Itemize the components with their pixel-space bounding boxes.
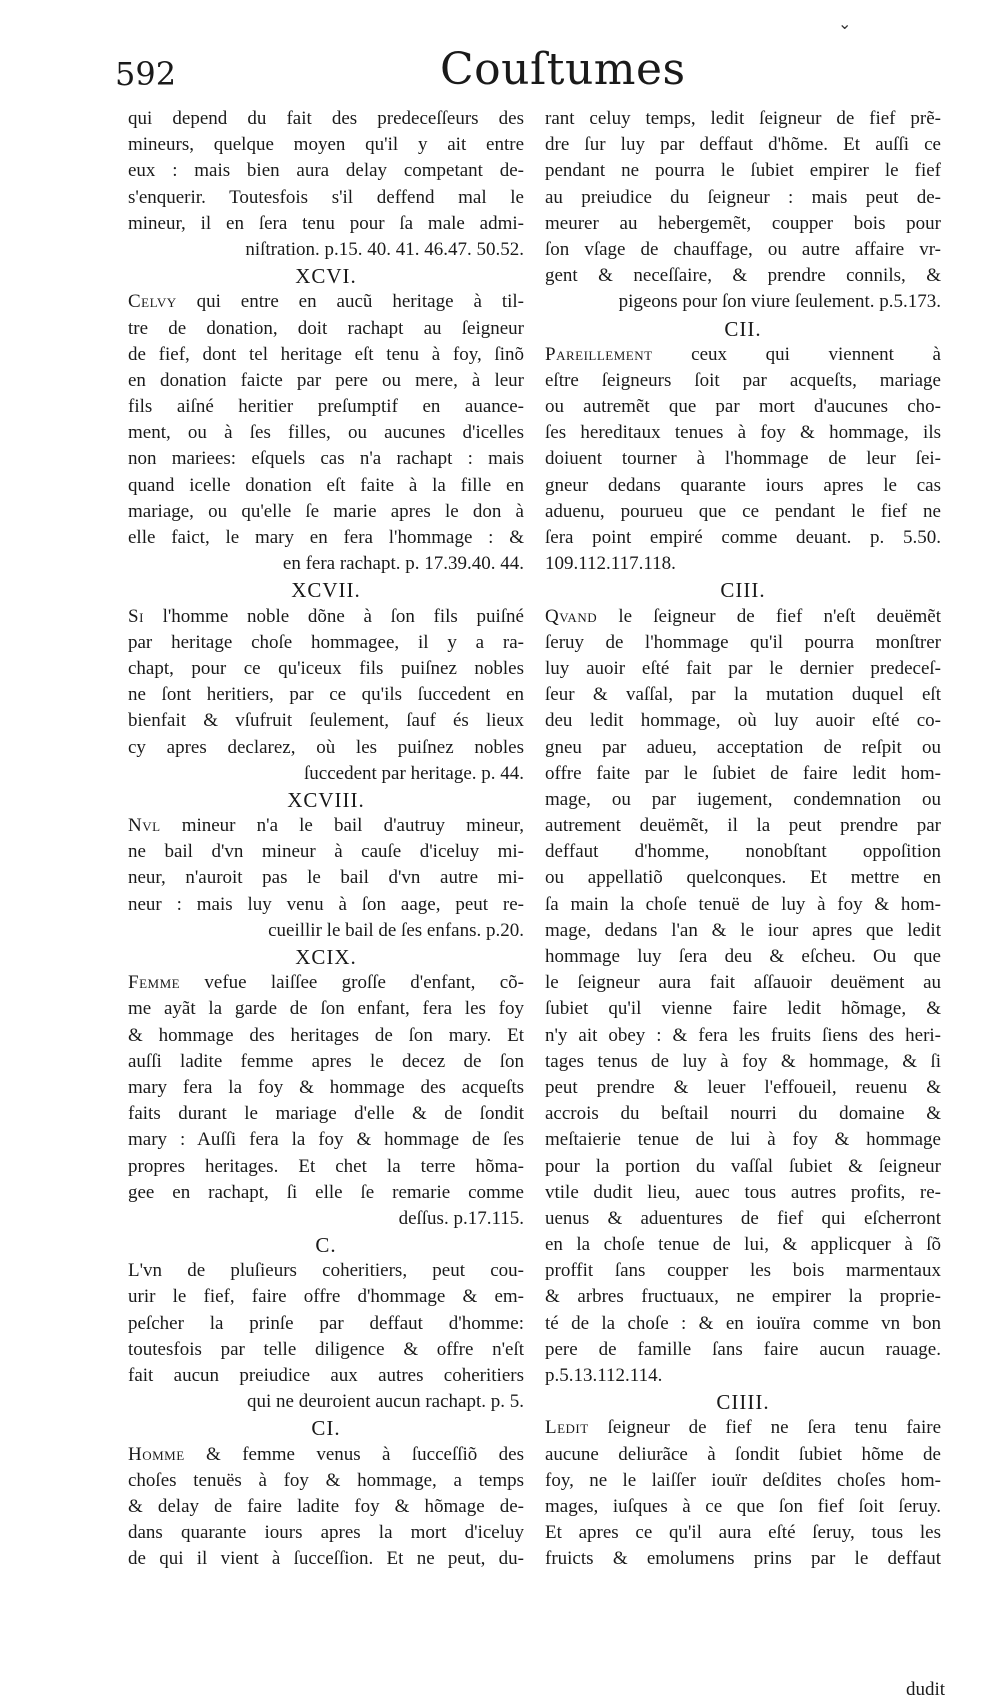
text-line: [545, 604, 941, 630]
article-text: qui entre en aucũ heritage à til-: [176, 291, 524, 313]
article-heading: XCIX.: [295, 945, 357, 969]
text-line: mary : Auſſi fera la foy & hommage de ſes: [128, 1129, 524, 1151]
text-line: eſtre ſeigneurs ſoit par acqueſts, mariage: [545, 369, 941, 391]
text-line: [545, 342, 941, 368]
article-lead-word: Femme: [128, 972, 181, 994]
text-line: non mariees: eſquels cas n'a rachapt : mais: [128, 448, 524, 470]
article-lead-word: Qvand: [545, 605, 598, 627]
text-line: peut prendre & leuer l'effoueil, reuenu &: [545, 1076, 941, 1098]
text-line: L'vn de pluſieurs coheritiers, peut cou-: [128, 1260, 524, 1282]
text-line: accrois du beſtail nourri du domaine &: [545, 1103, 941, 1125]
text-line: [128, 604, 524, 630]
text-line: gent & neceſſaire, & prendre connils, &: [545, 265, 941, 287]
text-line: autrement deuëmẽt, il la peut prendre par: [545, 815, 941, 837]
text-line: ne ſont heritiers, par ce qu'ils ſuccedent en: [128, 684, 524, 706]
text-line: ſera point empiré comme deuant. p. 5.50.: [545, 527, 941, 548]
article-text: ceux qui viennent à: [652, 343, 941, 365]
text-line: urir le fief, faire offre d'hommage & em-: [128, 1286, 524, 1308]
margin-mark: ⌄: [838, 14, 852, 33]
text-line: fruicts & emolumens prins par le deffaut: [545, 1548, 941, 1570]
text-line: té de la choſe : & en iouïra comme vn bon: [545, 1312, 941, 1334]
text-line: tages tenus de luy à foy & hommage, & ſi: [545, 1050, 941, 1072]
text-line: ment, ou à ſes filles, ou aucunes d'icelles: [128, 422, 524, 444]
text-line: hommage luy ſera deu & eſcheu. Ou que: [545, 946, 941, 967]
text-line: propres heritages. Et chet la terre hõma-: [128, 1155, 524, 1177]
text-line: ſes hereditaux tenues à foy & hommage, ils: [545, 422, 941, 444]
left-column: [128, 106, 524, 1573]
text-line: ſeur & vaſſal, par la mutation duquel eſt: [545, 684, 941, 706]
text-line: vtile dudit lieu, auec tous autres profits, re-: [545, 1181, 941, 1203]
text-line: ne bail d'vn mineur à cauſe d'iceluy mi-: [128, 841, 524, 863]
text-line: pour la portion du vaſſal ſubiet & ſeigneur: [545, 1155, 941, 1177]
article-text: & femme venus à ſucceſſiõ des: [184, 1443, 524, 1465]
article-text: mineur n'a le bail d'autruy mineur,: [160, 815, 524, 837]
text-line: faits durant le mariage d'elle & de ſondit: [128, 1103, 524, 1125]
text-line: offre faite par le ſubiet de faire ledit hom-: [545, 762, 941, 784]
text-line: fait aucun preiudice aux autres coheritiers: [128, 1365, 524, 1386]
text-line: p.5.13.112.114.: [545, 1365, 663, 1386]
article-heading: CIIII.: [716, 1390, 770, 1415]
text-line: deffaut d'homme, nonobſtant oppoſition: [545, 841, 941, 863]
text-line: mary fera la foy & hommage des acqueſts: [128, 1076, 524, 1098]
text-line: toutesfois par telle diligence & offre n'eſt: [128, 1338, 524, 1360]
text-line: elle faict, le mary en fera l'hommage : &: [128, 527, 524, 548]
text-line: qui depend du fait des predeceſſeurs des: [128, 108, 524, 129]
text-line: neur, n'auroit pas le bail d'vn autre mi-: [128, 867, 524, 889]
text-line: mages, iuſques à ce que ſon fief ſoit ſeruy.: [545, 1495, 941, 1517]
text-line: ou autremẽt que par mort d'aucunes cho-: [545, 396, 941, 418]
text-line: [128, 289, 524, 315]
text-line: quand icelle donation eſt faite à la fille en: [128, 474, 524, 496]
article-heading: XCVII.: [291, 578, 361, 603]
text-line: proffit ſans coupper les bois marmentaux: [545, 1260, 941, 1282]
text-line: & arbres fructuaux, ne empirer la proprie-: [545, 1286, 941, 1308]
article-text: le ſeigneur de fief n'eſt deuëmẽt: [597, 605, 941, 627]
article-text: vefue laiſſee groſſe d'enfant, cõ-: [180, 972, 524, 994]
running-head: Couſtumes: [440, 44, 686, 95]
text-line: ſubiet qu'il vienne faire ledit hõmage, &: [545, 998, 941, 1020]
reference-line: pigeons pour ſon viure ſeulement. p.5.173.: [618, 291, 941, 313]
text-line: gee en rachapt, ſi elle ſe remarie comme: [128, 1181, 524, 1203]
article-heading: XCVI.: [295, 264, 357, 289]
article-lead-word: Homme: [128, 1443, 185, 1465]
text-line: meſtaierie tenue de lui à foy & hommage: [545, 1129, 941, 1151]
article-text: l'homme noble dõne à ſon fils puiſné: [143, 605, 524, 627]
text-line: ſon vſage de chauffage, ou autre affaire vr-: [545, 238, 941, 260]
text-line: s'enquerir. Toutesfois s'il deffend mal le: [128, 186, 524, 208]
reference-line: qui ne deuroient aucun rachapt. p. 5.: [247, 1391, 524, 1413]
text-line: aucune deliurãce à ſondit ſubiet hõme de: [545, 1443, 941, 1465]
article-heading: C.: [315, 1233, 337, 1258]
text-line: pendant ne pourra le ſubiet empirer le fief: [545, 160, 941, 182]
article-lead-word: Pareillement: [545, 343, 653, 365]
text-line: fils aiſné heritier preſumptif en auance-: [128, 396, 524, 418]
text-line: par heritage choſe hommagee, il y a ra-: [128, 631, 524, 653]
text-line: [128, 970, 524, 996]
article-lead-word: Ledit: [545, 1417, 589, 1439]
text-line: 109.112.117.118.: [545, 553, 676, 575]
text-line: meurer au hebergemẽt, coupper bois pour: [545, 212, 941, 234]
text-line: en donation faicte par pere ou mere, à leur: [128, 369, 524, 391]
text-line: & hommage des heritages de ſon mary. Et: [128, 1024, 524, 1046]
text-line: neur : mais luy venu à ſon aage, peut re-: [128, 893, 524, 915]
text-line: ſa main la choſe tenuë de luy à foy & hom-: [545, 893, 941, 915]
text-line: mage, ou par iugement, condemnation ou: [545, 788, 941, 810]
text-line: ſeruy de l'hommage qu'il pourra monſtrer: [545, 631, 941, 653]
reference-line: cueillir le bail de ſes enfans. p.20.: [268, 919, 524, 941]
text-line: doiuent tourner à l'hommage de leur ſei-: [545, 448, 941, 470]
text-line: mineurs, quelque moyen qu'il y ait entre: [128, 134, 524, 156]
text-line: rant celuy temps, ledit ſeigneur de fief prẽ-: [545, 108, 941, 129]
text-line: dre ſur luy par deffaut d'hõme. Et auſſi ce: [545, 134, 941, 156]
text-line: mage, dedans l'an & le iour apres que ledit: [545, 919, 941, 941]
text-line: chapt, pour ce qu'iceux fils puiſnez nobles: [128, 657, 524, 679]
text-line: cy apres declarez, où les puiſnez nobles: [128, 736, 524, 758]
text-line: n'y ait obey : & fera les fruits ſiens des heri-: [545, 1024, 941, 1046]
text-line: auſſi ladite femme apres le decez de ſon: [128, 1050, 524, 1072]
article-lead-word: Celvy: [128, 291, 177, 313]
reference-line: en fera rachapt. p. 17.39.40. 44.: [282, 553, 524, 575]
text-line: mariage, ou qu'elle ſe marie apres le don à: [128, 500, 524, 522]
text-line: bienfait & vſufruit ſeulement, ſauf és lieux: [128, 710, 524, 732]
article-lead-word: Nvl: [128, 815, 161, 837]
text-line: foy, ne le laiſſer iouïr deſdites choſes hom-: [545, 1469, 941, 1491]
reference-line: niſtration. p.15. 40. 41. 46.47. 50.52.: [245, 238, 524, 260]
text-line: me ayãt la garde de ſon enfant, fera les foy: [128, 998, 524, 1020]
text-line: gneu par adueu, acceptation de reſpit ou: [545, 736, 941, 758]
right-column: [545, 106, 941, 1573]
article-heading: CIII.: [720, 578, 766, 603]
reference-line: ſuccedent par heritage. p. 44.: [304, 762, 524, 784]
text-line: pere de famille ſans faire aucun rauage.: [545, 1338, 941, 1360]
text-line: ou appellatiõ quelconques. Et mettre en: [545, 867, 941, 889]
page-number: 592: [115, 55, 177, 93]
reference-line: deſſus. p.17.115.: [398, 1207, 524, 1229]
text-line: gneur dedans quarante iours apres le cas: [545, 474, 941, 496]
article-lead-word: Si: [128, 605, 144, 627]
text-line: eux : mais bien aura delay competant de-: [128, 160, 524, 182]
text-line: de fief, dont tel heritage eſt tenu à foy, ſinõ: [128, 343, 524, 365]
text-line: choſes tenuës à foy & hommage, a temps: [128, 1469, 524, 1491]
text-line: peſcher la prinſe par deffaut d'homme:: [128, 1312, 524, 1334]
text-line: luy auoir eſté fait par le dernier predeceſ-: [545, 657, 941, 679]
text-line: mineur, il en ſera tenu pour ſa male admi-: [128, 212, 524, 234]
text-line: uenus & aduentures de fief qui eſcherront: [545, 1207, 941, 1229]
text-line: & delay de faire ladite foy & hõmage de-: [128, 1495, 524, 1517]
text-line: dans quarante iours apres la mort d'iceluy: [128, 1522, 524, 1544]
text-line: deu ledit hommage, où luy auoir eſté co-: [545, 710, 941, 732]
text-line: [128, 813, 524, 839]
text-line: tre de donation, doit rachapt au ſeigneur: [128, 317, 524, 339]
article-text: ſeigneur de fief ne ſera tenu faire: [588, 1417, 941, 1439]
article-heading: CI.: [311, 1416, 341, 1441]
catchword: dudit: [906, 1679, 946, 1700]
text-line: en la choſe tenue de lui, & applicquer à ſõ: [545, 1234, 941, 1256]
text-line: [128, 1442, 524, 1468]
text-line: le ſeigneur aura fait aſſauoir deuëment au: [545, 972, 941, 994]
article-heading: CII.: [724, 316, 762, 341]
text-line: [545, 1415, 941, 1441]
text-line: aduenu, pourueu que ce pendant le fief ne: [545, 500, 941, 522]
text-line: Et apres ce qu'il aura eſté ſeruy, tous les: [545, 1522, 941, 1544]
text-line: au preiudice du ſeigneur : mais peut de-: [545, 186, 941, 208]
article-heading: XCVIII.: [287, 787, 365, 812]
text-line: de qui il vient à ſucceſſion. Et ne peut, du-: [128, 1548, 524, 1570]
